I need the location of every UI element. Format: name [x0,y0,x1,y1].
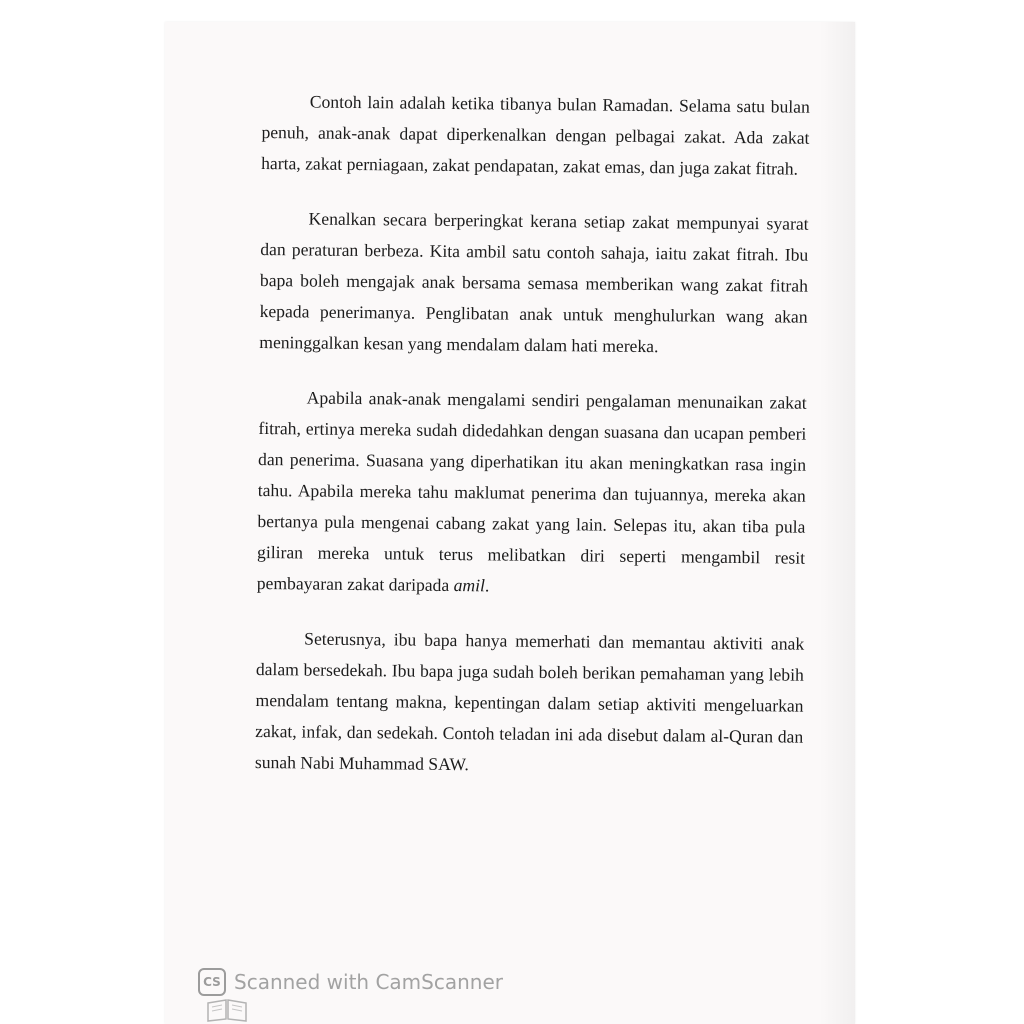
paragraph-3-text: Apabila anak-anak mengalami sendiri pengalaman menunaikan zakat fitrah, ertinya mereka sudah didedahkan dengan suasana dan ucapan pemberi dan penerima. Suasana yang diperhatikan itu akan meningkatkan rasa ingin tahu. Apabila mereka tahu maklumat penerima dan tujuannya, mereka akan bertanya pula mengenai cabang zakat yang lain. Selepas itu, akan tiba pula giliran mereka untuk terus melibatkan diri seperti mengambil resit pembayaran zakat daripada [256,387,807,595]
paragraph-3-end: . [484,575,490,596]
watermark-text: Scanned with CamScanner [234,970,503,994]
paragraph-3 [257,382,807,605]
paragraph-1: Contoh lain adalah ketika tibanya bulan Ramadan. Selama satu bulan penuh, anak-anak dapat diperkenalkan dengan pelbagai zakat. Ada zakat harta, zakat perniagaan, zakat pendapatan, zakat emas, dan juga zakat fitrah. [261,91,810,179]
book-icon [204,997,250,1023]
camscanner-logo-icon: CS [198,968,226,996]
paragraph-4: Seterusnya, ibu bapa hanya memerhati dan memantau aktiviti anak dalam bersedekah. Ibu bapa juga sudah boleh berikan pemahaman yang lebih mendalam tentang makna, kepentingan dalam setiap aktiviti mengeluarkan zakat, infak, dan sedekah. Contoh teladan ini ada disebut dalam al-Quran dan sunah Nabi Muhammad SAW. [254,628,805,775]
italic-term-amil: amil [453,575,486,596]
page-edge-shadow [819,22,855,1024]
camscanner-watermark [198,968,503,996]
body-text [255,86,810,784]
paragraph-2: Kenalkan secara berperingkat kerana setiap zakat mempunyai syarat dan peraturan berbeza. Kita ambil satu contoh sahaja, iaitu zakat fitrah. Ibu bapa boleh mengajak anak bersama semasa memberikan wang zakat fitrah kepada penerimanya. Penglibatan anak untuk menghulurkan wang akan meninggalkan kesan yang mendalam dalam hati mereka. [259,208,809,357]
